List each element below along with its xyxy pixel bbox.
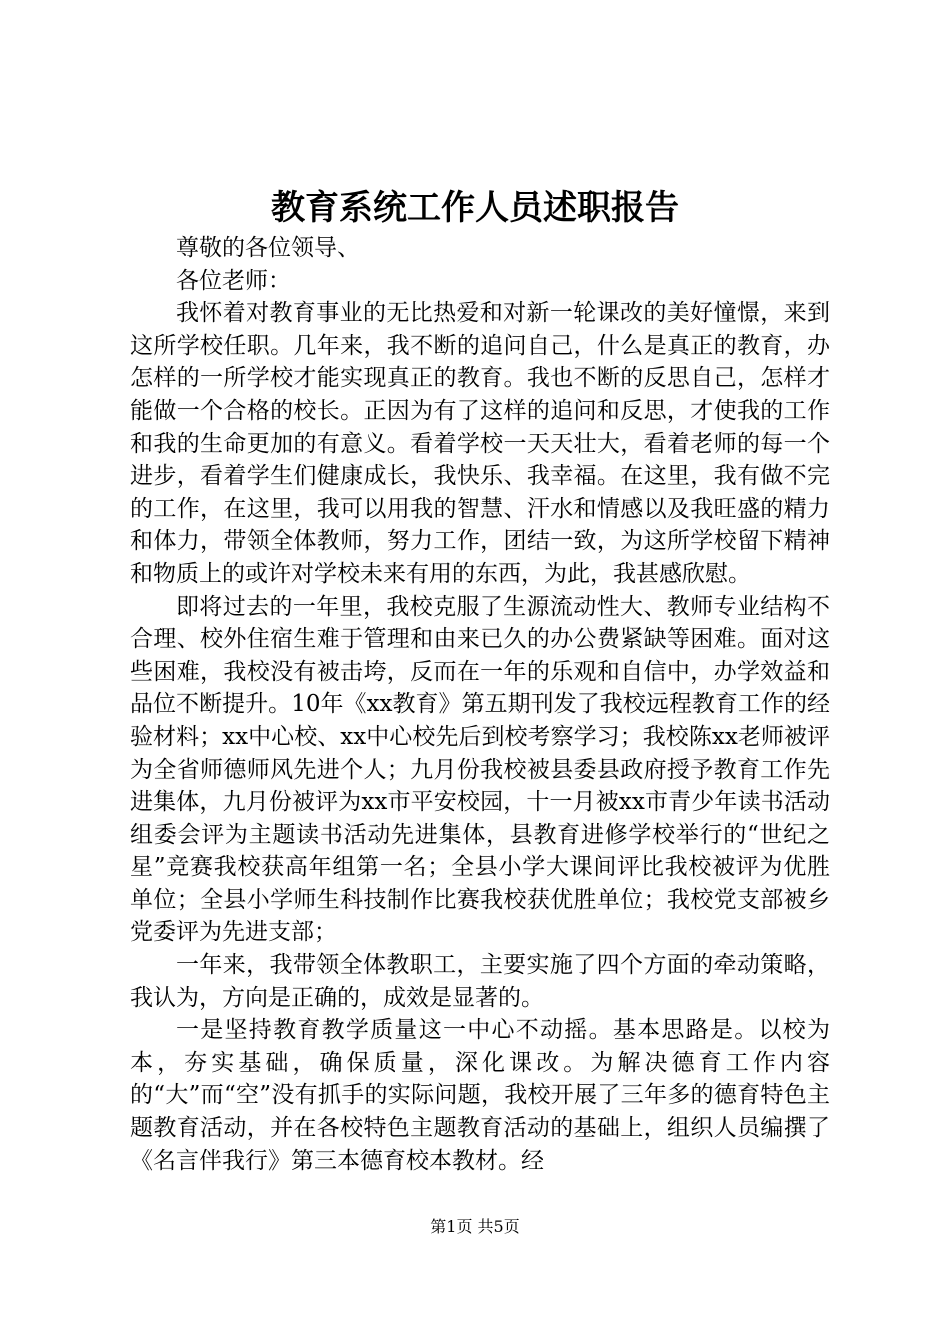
paragraph-intro: 我怀着对教育事业的无比热爱和对新一轮课改的美好憧憬，来到这所学校任职。几年来，我不断的追问自己，什么是真正的教育，办怎样的一所学校才能实现真正的教育。我也不断的反思自己，怎样才能做一个合格的校长。正因为有了这样的追问和反思，才使我的工作和我的生命更加的有意义。看着学校一天天壮大，看着老师的每一个进步，看着学生们健康成长，我快乐、我幸福。在这里，我有做不完的工作，在这里，我可以用我的智慧、汗水和情感以及我旺盛的精力和体力，带领全体教师，努力工作，团结一致，为这所学校留下精神和物质上的或许对学校未来有用的东西，为此，我甚感欣慰。 <box>130 300 830 587</box>
paragraph-first-point: 一是坚持教育教学质量这一中心不动摇。基本思路是。以校为本，夯实基础，确保质量，深化课改。为解决德育工作内容的“大”而“空”没有抓手的实际问题，我校开展了三年多的德育特色主题教育活动，并在各校特色主题教育活动的基础上，组织人员编撰了《名言伴我行》第三本德育校本教材。经 <box>130 1017 830 1174</box>
document-body <box>130 232 830 1177</box>
paragraph-strategy: 一年来，我带领全体教职工，主要实施了四个方面的牵动策略，我认为，方向是正确的，成效是显著的。 <box>130 952 830 1011</box>
page-footer: 第1页 共5页 <box>430 1217 520 1236</box>
salutation-line-2: 各位老师： <box>176 267 291 294</box>
document-title: 教育系统工作人员述职报告 <box>271 188 679 228</box>
paragraph-achievements: 即将过去的一年里，我校克服了生源流动性大、教师专业结构不合理、校外住宿生难于管理和由来已久的办公费紧缺等困难。面对这些困难，我校没有被击垮，反而在一年的乐观和自信中，办学效益和品位不断提升。10年《xx教育》第五期刊发了我校远程教育工作的经验材料；xx中心校、xx中心校先后到校考察学习；我校陈xx老师被评为全省师德师风先进个人；九月份我校被县委县政府授予教育工作先进集体，九月份被评为xx市平安校园，十一月被xx市青少年读书活动组委会评为主题读书活动先进集体，县教育进修学校举行的“世纪之星”竞赛我校获高年组第一名；全县小学大课间评比我校被评为优胜单位；全县小学师生科技制作比赛我校获优胜单位；我校党支部被乡党委评为先进支部； <box>130 593 830 946</box>
salutation-line-1: 尊敬的各位领导、 <box>176 235 360 261</box>
